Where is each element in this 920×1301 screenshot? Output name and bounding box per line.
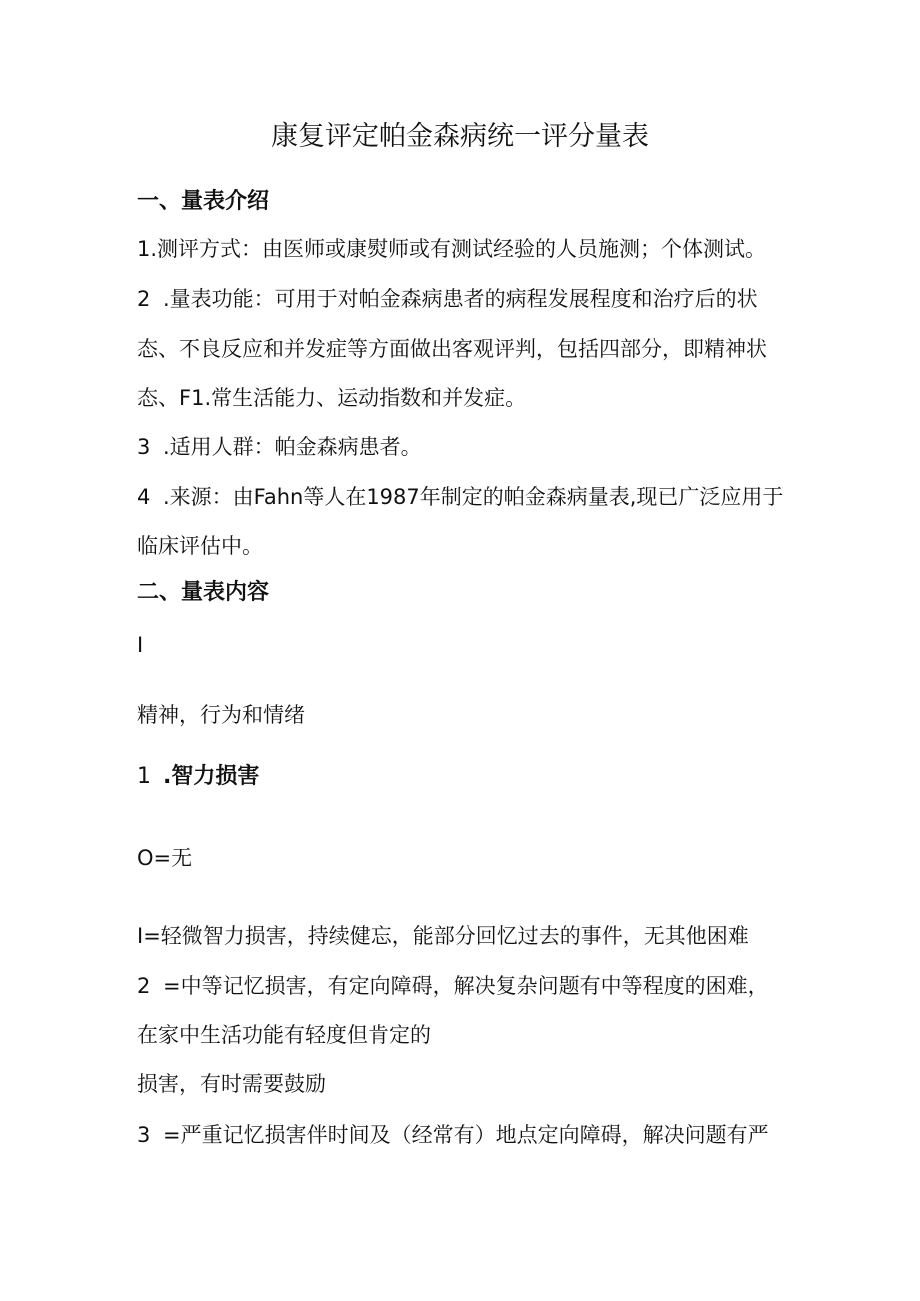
option-2-line-3: 损害，有时需要鼓励 (137, 1072, 326, 1096)
section-heading-content: 二、量表内容 (137, 580, 270, 605)
intro-item-3 (137, 432, 422, 462)
option-1: I=轻微智力损害，持续健忘，能部分回忆过去的事件，无其他困难 (137, 924, 749, 948)
option-2-line-2: 在家中生活功能有轻度但肯定的 (137, 1023, 431, 1047)
item-number: 3 (137, 435, 151, 459)
section-heading-intro: 一、量表介绍 (137, 189, 270, 214)
option-number: 3 (137, 1123, 151, 1147)
option-0: O=无 (137, 846, 193, 870)
item-text: .来源：由Fahn等人在1987年制定的帕金森病量表,现已广泛应用于 (163, 485, 784, 509)
option-text: =中等记忆损害，有定向障碍，解决复杂问题有中等程度的困难， (163, 974, 769, 998)
intro-item-4-line-2: 临床评估中。 (137, 534, 263, 558)
intro-item-2-line-3: 态、F1.常生活能力、运动指数和并发症。 (137, 386, 527, 410)
question-1-title (137, 762, 259, 792)
question-text: .智力损害 (163, 764, 260, 789)
option-number: 2 (137, 974, 151, 998)
intro-item-4-line-1 (137, 482, 783, 512)
intro-item-1: 1.测评方式：由医师或康熨师或有测试经验的人员施测；个体测试。 (137, 237, 767, 261)
item-text: .量表功能：可用于对帕金森病患者的病程发展程度和治疗后的状 (163, 287, 758, 311)
part-title: 精神，行为和情绪 (137, 703, 305, 727)
item-text: .适用人群：帕金森病患者。 (163, 435, 422, 459)
intro-item-2-line-2: 态、不良反应和并发症等方面做出客观评判，包括四部分，即精神状 (137, 337, 767, 361)
option-text: =严重记忆损害伴时间及（经常有）地点定向障碍，解决问题有严 (163, 1123, 769, 1147)
document-title: 康复评定帕金森病统一评分量表 (271, 121, 649, 152)
option-2-line-1 (137, 971, 769, 1001)
part-marker: I (137, 633, 144, 657)
item-number: 2 (137, 287, 151, 311)
question-number: 1 (137, 764, 151, 789)
item-number: 4 (137, 485, 151, 509)
intro-item-2-line-1 (137, 284, 758, 314)
option-3-line-1 (137, 1120, 769, 1150)
